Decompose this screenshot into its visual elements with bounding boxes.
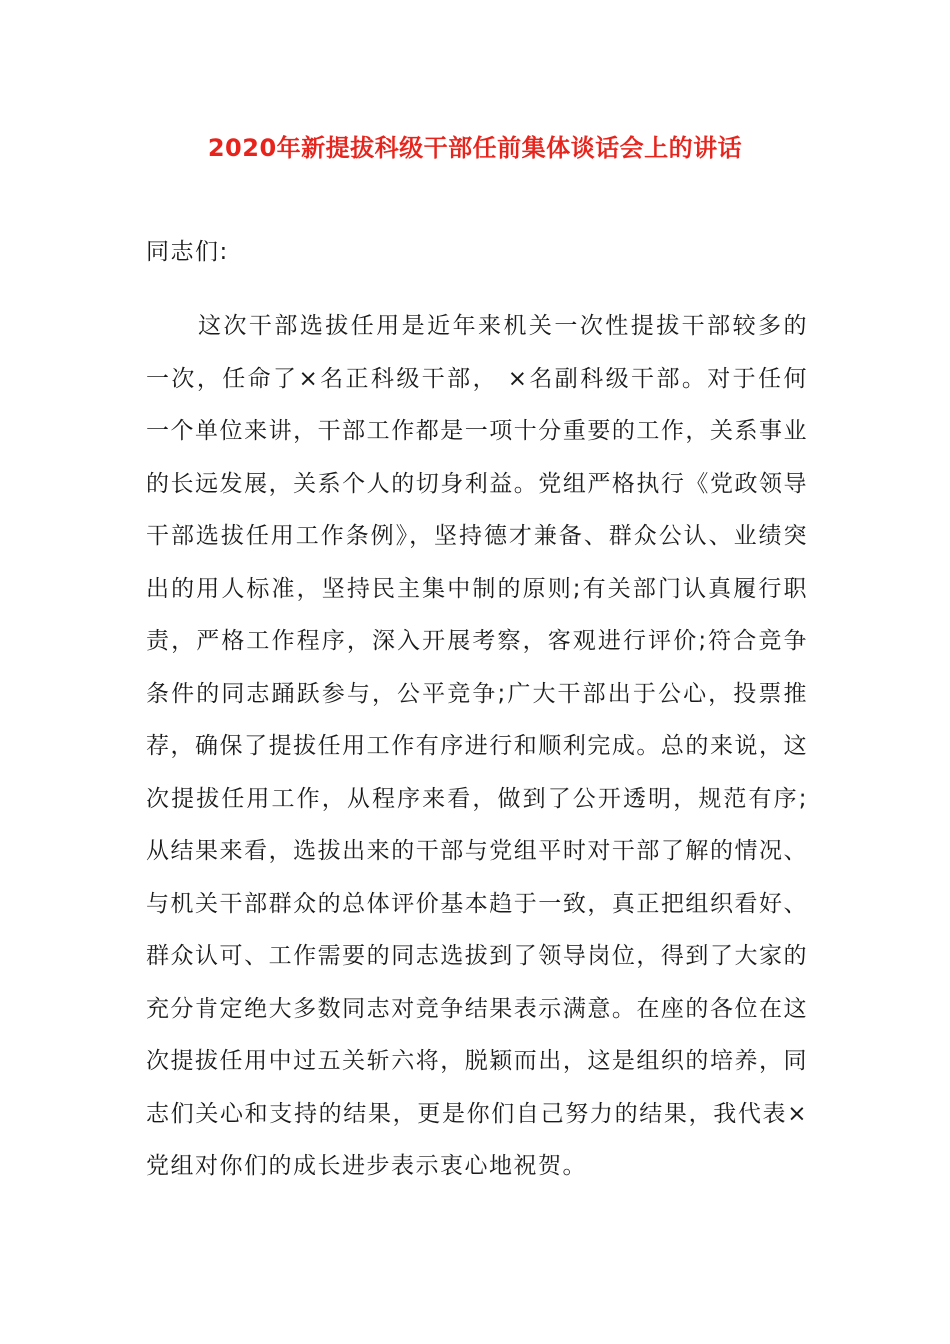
- document-title: 2020年新提拔科级干部任前集体谈话会上的讲话: [207, 134, 743, 162]
- salutation: 同志们:: [146, 239, 229, 265]
- body-paragraph: 这次干部选拔任用是近年来机关一次性提拔干部较多的一次，任命了×名正科级干部， ×名副科级干部。对于任何一个单位来讲，干部工作都是一项十分重要的工作，关系事业的长远发展，关系个人的切身利益。党组严格执行《党政领导干部选拔任用工作条例》，坚持德才兼备、群众公认、业绩突出的用人标准，坚持民主集中制的原则;有关部门认真履行职责，严格工作程序，深入开展考察，客观进行评价;符合竞争条件的同志踊跃参与，公平竞争;广大干部出于公心，投票推荐，确保了提拔任用工作有序进行和顺利完成。总的来说，这次提拔任用工作，从程序来看，做到了公开透明，规范有序;从结果来看，选拔出来的干部与党组平时对干部了解的情况、与机关干部群众的总体评价基本趋于一致，真正把组织看好、群众认可、工作需要的同志选拔到了领导岗位，得到了大家的充分肯定绝大多数同志对竞争结果表示满意。在座的各位在这次提拔任用中过五关斩六将，脱颖而出，这是组织的培养，同志们关心和支持的结果，更是你们自己努力的结果，我代表×党组对你们的成长进步表示衷心地祝贺。: [146, 313, 808, 1179]
